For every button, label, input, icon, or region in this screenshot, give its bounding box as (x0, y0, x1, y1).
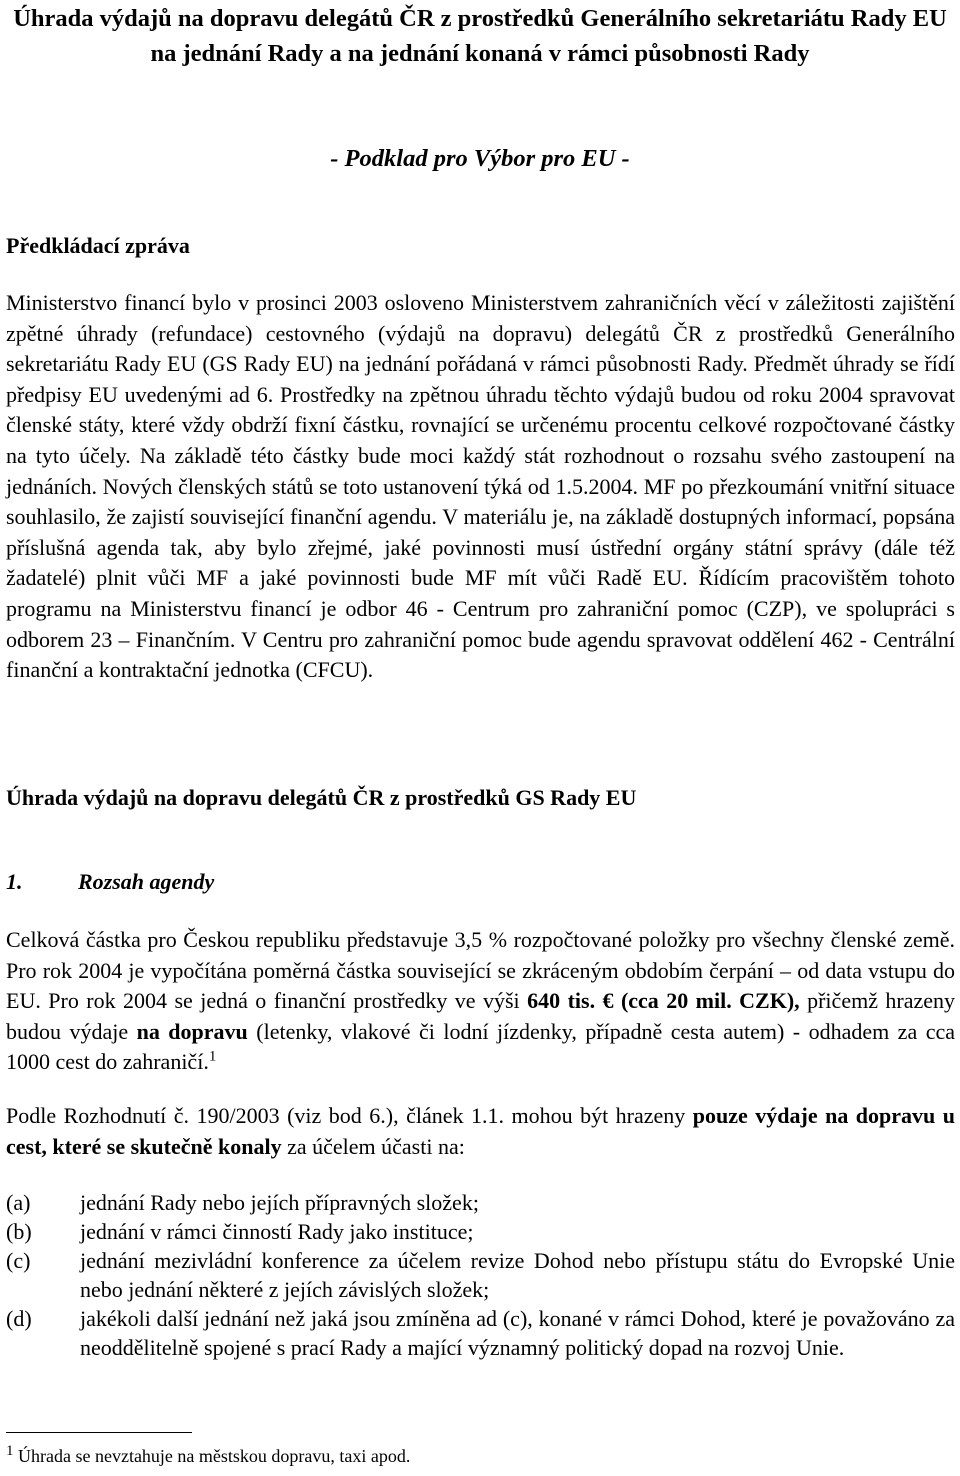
intro-paragraph: Ministerstvo financí bylo v prosinci 2003 osloveno Ministerstvem zahraničních věcí v záležitosti zajištění zpětné úhrady (refundace) cestovného (výdajů na dopravu) delegátů ČR z prostředků Generálního sekretariátu Rady EU (GS Rady EU) na jednání pořádaná v rámci působnosti Rady. Předmět úhrady se řídí předpisy EU uvedenými ad 6. Prostředky na zpětnou úhradu těchto výdajů budou od roku 2004 spravovat členské státy, které vždy obdrží fixní částku, rovnající se určenému procentu celkové rozpočtované částky na tyto účely. Na základě této částky bude moci každý stát rozhodnout o rozsahu svého zastoupení na jednáních. Nových členských států se toto ustanovení týká od 1.5.2004. MF po přezkoumání vnitřní situace souhlasilo, že zajistí související finanční agendu. V materiálu je, na základě dostupných informací, popsána příslušná agenda tak, aby bylo zřejmé, jaké povinnosti musí ústřední orgány státní správy (dále též žadatelé) plnit vůči MF a jaké povinnosti bude MF mít vůči Radě EU. Řídícím pracovištěm tohoto programu na Ministerstvu financí je odbor 46 - Centrum pro zahraniční pomoc (CZP), ve spolupráci s odborem 23 – Finančním. V Centru pro zahraniční pomoc bude agendu spravovat oddělení 462 - Centrální finanční a kontraktační jednotka (CFCU). (6, 290, 955, 683)
list-item (6, 1217, 955, 1246)
list-item (6, 1188, 955, 1217)
scope-amount: 640 tis. € (cca 20 mil. CZK), (527, 988, 800, 1013)
scope-paragraph (6, 925, 955, 1078)
list-item-text: jednání v rámci činností Rady jako instituce; (80, 1219, 474, 1244)
intro-heading: Předkládací zpráva (6, 233, 190, 258)
list-item (6, 1246, 955, 1304)
scope-text-a: Celková částka pro Českou republiku představuje 3,5 % rozpočtované položky pro všechny členské země. Pro rok 2004 je vypočítána poměrná částka související se zkráceným obdobím čerpání – od data vstupu do EU. Pro rok 2004 se jedná o finanční prostředky ve výši (6, 927, 955, 1013)
subsection-title: Rozsah agendy (78, 869, 215, 894)
decision-text-c: za účelem účasti na: (281, 1134, 465, 1159)
list-item (6, 1304, 955, 1362)
footnote-number: 1 (6, 1443, 14, 1459)
decision-bold: pouze výdaje na dopravu u cest, které se skutečně konaly (6, 1103, 955, 1159)
scope-text-c: přičemž hrazeny budou výdaje (6, 988, 956, 1044)
footnote (6, 1444, 410, 1468)
decision-paragraph (6, 1100, 955, 1162)
footnote-divider (6, 1432, 192, 1433)
list-item-label: (d) (6, 1306, 32, 1331)
list-item-text: jednání mezivládní konference za účelem revize Dohod nebo přístupu státu do Evropské Unie nebo jednání některé z jejích závislých složek; (80, 1248, 955, 1302)
footnote-text: Úhrada se nevztahuje na městskou dopravu, taxi apod. (18, 1446, 411, 1466)
list-item-text: jakékoli další jednání než jaká jsou zmíněna ad (c), konané v rámci Dohod, které je považováno za neoddělitelně spojené s prací Rady a mající významný politický dopad na rozvoj Unie. (80, 1306, 955, 1360)
document-title: Úhrada výdajů na dopravu delegátů ČR z prostředků Generálního sekretariátu Rady EU na jednání Rady a na jednání konaná v rámci působnosti Rady (13, 5, 947, 67)
list-item-label: (c) (6, 1248, 31, 1273)
footnote-reference: 1 (208, 1048, 217, 1065)
document-subtitle: - Podklad pro Výbor pro EU - (330, 145, 630, 172)
subsection-heading (6, 867, 214, 897)
scope-text-e: (letenky, vlakové či lodní jízdenky, případně cesta autem) - odhadem za cca 1000 cest do zahraničí. (6, 1018, 955, 1074)
decision-text-a: Podle Rozhodnutí č. 190/2003 (viz bod 6.), článek 1.1. mohou být hrazeny (6, 1103, 693, 1128)
eligibility-list (6, 1188, 955, 1362)
list-item-label: (b) (6, 1219, 32, 1244)
list-item-label: (a) (6, 1190, 31, 1215)
list-item-text: jednání Rady nebo jejích přípravných složek; (80, 1190, 479, 1215)
section-heading: Úhrada výdajů na dopravu delegátů ČR z prostředků GS Rady EU (6, 785, 637, 810)
scope-transport: na dopravu (136, 1018, 248, 1044)
subsection-number: 1. (6, 869, 23, 894)
